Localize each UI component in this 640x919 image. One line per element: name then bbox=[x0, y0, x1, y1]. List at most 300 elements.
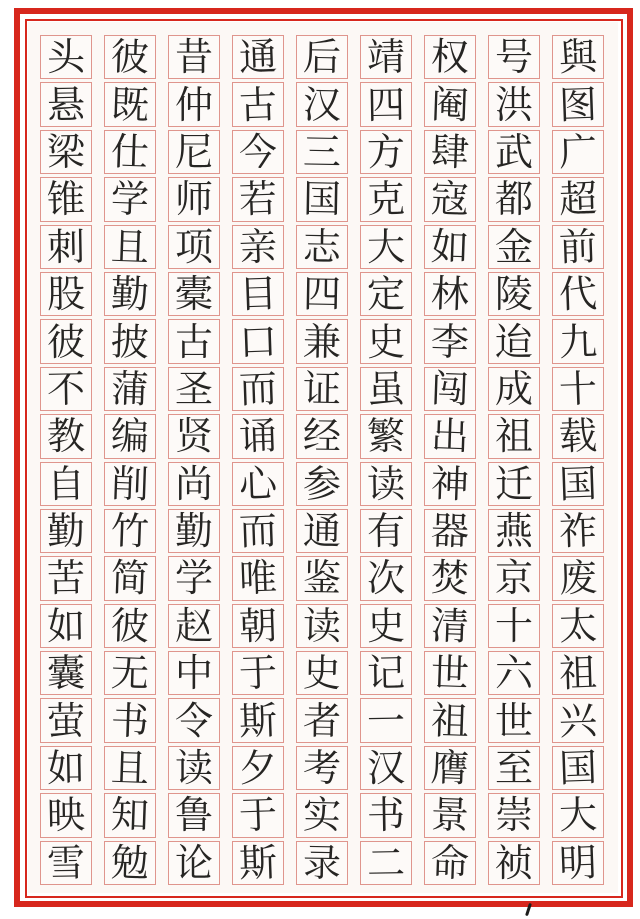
grid-cell bbox=[232, 414, 284, 458]
handwritten-character: 祯 bbox=[495, 840, 534, 885]
handwritten-character: 国 bbox=[558, 461, 598, 507]
handwritten-character: 于 bbox=[238, 792, 278, 839]
grid-cell bbox=[488, 414, 540, 458]
handwritten-character: 十 bbox=[558, 366, 598, 412]
handwritten-character: 而 bbox=[238, 508, 278, 554]
grid-cell bbox=[552, 556, 604, 600]
handwritten-character: 都 bbox=[495, 177, 534, 222]
handwritten-character: 知 bbox=[110, 792, 150, 839]
handwritten-character: 林 bbox=[430, 271, 470, 317]
grid-cell bbox=[424, 414, 476, 458]
handwritten-character: 通 bbox=[302, 508, 342, 554]
handwritten-character: 李 bbox=[430, 318, 470, 365]
handwritten-character: 代 bbox=[558, 271, 598, 317]
handwritten-character: 京 bbox=[495, 556, 534, 601]
grid-cell bbox=[296, 225, 348, 269]
handwritten-character: 景 bbox=[430, 792, 470, 839]
handwritten-character: 洪 bbox=[495, 82, 534, 127]
handwritten-character: 简 bbox=[110, 555, 150, 602]
handwritten-character: 肆 bbox=[430, 129, 470, 175]
handwritten-character: 于 bbox=[238, 650, 278, 696]
grid-cell bbox=[104, 651, 156, 695]
grid-cell bbox=[424, 82, 476, 126]
handwritten-character: 勤 bbox=[46, 508, 86, 554]
handwritten-character: 迁 bbox=[495, 461, 534, 506]
grid-cell bbox=[232, 651, 284, 695]
handwritten-character: 既 bbox=[110, 81, 150, 128]
grid-cell bbox=[360, 414, 412, 458]
grid-cell bbox=[360, 272, 412, 316]
grid-cell bbox=[360, 604, 412, 648]
handwritten-character: 寇 bbox=[430, 176, 470, 222]
grid-cell bbox=[488, 651, 540, 695]
handwritten-character: 考 bbox=[302, 745, 342, 791]
grid-cell bbox=[40, 272, 92, 316]
grid-cell bbox=[424, 367, 476, 411]
handwritten-character: 仲 bbox=[175, 82, 214, 127]
grid-cell bbox=[296, 319, 348, 363]
handwritten-character: 有 bbox=[366, 508, 406, 554]
grid-cell bbox=[296, 841, 348, 885]
handwritten-character: 如 bbox=[430, 224, 470, 270]
handwritten-character: 方 bbox=[366, 129, 406, 175]
grid-cell bbox=[424, 272, 476, 316]
handwritten-character: 古 bbox=[175, 319, 214, 364]
grid-cell bbox=[168, 556, 220, 600]
handwritten-character: 志 bbox=[302, 224, 342, 270]
grid-cell bbox=[168, 35, 220, 79]
grid-cell bbox=[360, 841, 412, 885]
grid-cell bbox=[488, 509, 540, 553]
handwritten-character: 繁 bbox=[366, 413, 406, 459]
handwritten-character: 夕 bbox=[238, 745, 278, 791]
grid-cell bbox=[104, 793, 156, 837]
grid-cell bbox=[424, 130, 476, 174]
grid-cell bbox=[424, 651, 476, 695]
grid-cell bbox=[488, 225, 540, 269]
handwritten-character: 书 bbox=[366, 793, 406, 838]
grid-cell bbox=[168, 746, 220, 790]
handwritten-character: 学 bbox=[110, 176, 150, 222]
handwritten-character: 贤 bbox=[175, 414, 214, 459]
grid-cell bbox=[552, 793, 604, 837]
handwritten-character: 国 bbox=[302, 177, 342, 222]
grid-cell bbox=[232, 841, 284, 885]
handwritten-character: 祖 bbox=[558, 650, 598, 696]
handwritten-character: 后 bbox=[302, 34, 342, 80]
handwritten-character: 祖 bbox=[430, 697, 470, 744]
handwritten-character: 囊 bbox=[46, 650, 86, 696]
grid-cell bbox=[424, 319, 476, 363]
handwritten-character: 悬 bbox=[46, 82, 86, 127]
grid-cell bbox=[104, 130, 156, 174]
handwritten-character: 成 bbox=[495, 366, 534, 411]
handwritten-character: 四 bbox=[302, 271, 342, 317]
grid-cell bbox=[168, 367, 220, 411]
grid-cell bbox=[40, 319, 92, 363]
handwritten-character: 编 bbox=[110, 413, 150, 459]
handwritten-character: 苦 bbox=[46, 556, 86, 601]
grid-cell bbox=[488, 272, 540, 316]
grid-cell bbox=[360, 177, 412, 221]
grid-cell bbox=[232, 130, 284, 174]
grid-cell bbox=[104, 177, 156, 221]
grid-cell bbox=[488, 746, 540, 790]
handwritten-character: 橐 bbox=[175, 272, 214, 317]
grid-cell bbox=[424, 746, 476, 790]
handwritten-character: 六 bbox=[495, 651, 534, 696]
grid-cell bbox=[424, 556, 476, 600]
grid-cell bbox=[232, 556, 284, 600]
handwritten-character: 师 bbox=[175, 177, 214, 222]
handwritten-character: 令 bbox=[175, 698, 214, 743]
handwritten-character: 载 bbox=[558, 413, 598, 459]
grid-cell bbox=[104, 509, 156, 553]
handwritten-character: 定 bbox=[366, 271, 406, 317]
handwritten-character: 金 bbox=[495, 224, 534, 269]
handwritten-character: 图 bbox=[558, 81, 598, 128]
handwritten-character: 赵 bbox=[175, 603, 214, 648]
grid-cell bbox=[552, 698, 604, 742]
handwritten-character: 今 bbox=[238, 129, 278, 175]
grid-cell bbox=[104, 556, 156, 600]
handwritten-character: 勉 bbox=[110, 840, 150, 886]
grid-cell bbox=[296, 651, 348, 695]
grid-cell bbox=[296, 746, 348, 790]
grid-cell bbox=[296, 272, 348, 316]
handwritten-character: 诵 bbox=[238, 413, 278, 459]
grid-cell bbox=[168, 841, 220, 885]
handwritten-character: 蒲 bbox=[110, 366, 150, 412]
grid-cell bbox=[360, 698, 412, 742]
handwritten-character: 祚 bbox=[558, 508, 598, 554]
handwritten-character: 一 bbox=[366, 698, 406, 743]
handwritten-character: 古 bbox=[238, 81, 278, 128]
handwritten-character: 至 bbox=[495, 746, 534, 791]
grid-cell bbox=[40, 841, 92, 885]
grid-cell bbox=[296, 82, 348, 126]
handwritten-character: 明 bbox=[558, 840, 598, 886]
grid-cell bbox=[296, 414, 348, 458]
grid-cell bbox=[360, 746, 412, 790]
handwritten-character: 削 bbox=[110, 461, 150, 507]
handwritten-character: 焚 bbox=[430, 555, 470, 602]
grid-cell bbox=[40, 604, 92, 648]
handwritten-character: 号 bbox=[495, 35, 534, 80]
grid-cell bbox=[360, 509, 412, 553]
grid-cell bbox=[488, 367, 540, 411]
grid-cell bbox=[232, 462, 284, 506]
handwritten-character: 实 bbox=[302, 793, 342, 838]
handwritten-character: 者 bbox=[302, 698, 342, 743]
grid-cell bbox=[296, 35, 348, 79]
grid-cell bbox=[40, 746, 92, 790]
grid-cell bbox=[232, 319, 284, 363]
handwritten-character: 头 bbox=[46, 34, 86, 80]
handwritten-character: 刺 bbox=[46, 224, 86, 270]
grid-cell bbox=[40, 462, 92, 506]
grid-cell bbox=[40, 414, 92, 458]
handwritten-character: 彼 bbox=[110, 34, 150, 80]
grid-cell bbox=[104, 841, 156, 885]
handwritten-character: 尚 bbox=[175, 461, 214, 506]
handwritten-character: 陵 bbox=[495, 272, 534, 317]
grid-cell bbox=[488, 841, 540, 885]
handwritten-character: 克 bbox=[366, 177, 406, 222]
handwritten-character: 膺 bbox=[430, 745, 470, 791]
handwritten-character: 大 bbox=[366, 224, 406, 270]
handwritten-character: 世 bbox=[495, 698, 534, 743]
handwritten-character: 斯 bbox=[238, 697, 278, 744]
grid-cell bbox=[360, 367, 412, 411]
grid-cell bbox=[360, 82, 412, 126]
handwritten-character: 九 bbox=[558, 318, 598, 365]
handwritten-character: 心 bbox=[238, 461, 278, 507]
handwritten-character: 梁 bbox=[46, 129, 86, 175]
handwritten-character: 废 bbox=[558, 555, 598, 602]
handwritten-character: 且 bbox=[110, 745, 150, 791]
handwritten-character: 映 bbox=[46, 793, 86, 838]
handwritten-character: 鲁 bbox=[175, 793, 214, 838]
handwritten-character: 中 bbox=[175, 651, 214, 696]
grid-cell bbox=[552, 82, 604, 126]
grid-cell bbox=[296, 462, 348, 506]
handwritten-character: 十 bbox=[495, 603, 534, 648]
grid-cell bbox=[552, 746, 604, 790]
handwritten-character: 口 bbox=[238, 318, 278, 365]
grid-cell bbox=[296, 793, 348, 837]
grid-cell bbox=[232, 225, 284, 269]
grid-cell bbox=[104, 225, 156, 269]
grid-cell bbox=[552, 414, 604, 458]
handwritten-character: 自 bbox=[46, 461, 86, 507]
grid-cell bbox=[488, 462, 540, 506]
handwritten-character: 国 bbox=[558, 745, 598, 791]
handwritten-character: 鉴 bbox=[302, 556, 342, 601]
handwritten-character: 神 bbox=[430, 461, 470, 507]
grid-cell bbox=[360, 130, 412, 174]
handwritten-character: 與 bbox=[558, 34, 598, 80]
grid-cell bbox=[424, 841, 476, 885]
handwritten-character: 经 bbox=[302, 413, 342, 459]
grid-cell bbox=[360, 556, 412, 600]
grid-cell bbox=[552, 651, 604, 695]
grid-cell bbox=[232, 746, 284, 790]
grid-cell bbox=[488, 130, 540, 174]
grid-cell bbox=[40, 698, 92, 742]
handwritten-character: 教 bbox=[46, 413, 86, 459]
handwritten-character: 勤 bbox=[110, 271, 150, 317]
handwritten-character: 昔 bbox=[175, 35, 214, 80]
handwritten-character: 证 bbox=[302, 366, 342, 412]
handwritten-character: 项 bbox=[175, 224, 214, 269]
grid-cell bbox=[296, 130, 348, 174]
grid-cell bbox=[104, 82, 156, 126]
grid-cell bbox=[296, 367, 348, 411]
handwritten-character: 闯 bbox=[430, 366, 470, 412]
handwritten-character: 竹 bbox=[110, 508, 150, 554]
handwritten-character: 录 bbox=[302, 840, 342, 886]
handwritten-character: 史 bbox=[302, 650, 342, 696]
grid-cell bbox=[104, 746, 156, 790]
handwritten-character: 崇 bbox=[495, 793, 534, 838]
grid-cell bbox=[40, 367, 92, 411]
grid-cell bbox=[424, 509, 476, 553]
handwritten-character: 萤 bbox=[46, 698, 86, 743]
grid-cell bbox=[552, 177, 604, 221]
grid-cell bbox=[104, 604, 156, 648]
handwritten-character: 大 bbox=[558, 792, 598, 839]
grid-cell bbox=[168, 414, 220, 458]
grid-cell bbox=[104, 272, 156, 316]
handwritten-character: 武 bbox=[495, 129, 534, 174]
grid-cell bbox=[296, 556, 348, 600]
handwritten-character: 虽 bbox=[366, 366, 406, 412]
grid-cell bbox=[168, 509, 220, 553]
handwritten-character: 记 bbox=[366, 650, 406, 696]
handwritten-character: 权 bbox=[430, 34, 470, 80]
handwritten-character: 汉 bbox=[366, 745, 406, 791]
grid-cell bbox=[488, 793, 540, 837]
handwritten-character: 锥 bbox=[46, 177, 86, 222]
grid-cell bbox=[552, 319, 604, 363]
handwritten-character: 目 bbox=[238, 271, 278, 317]
grid-cell bbox=[488, 604, 540, 648]
grid-cell bbox=[296, 698, 348, 742]
grid-cell bbox=[168, 651, 220, 695]
grid-cell bbox=[168, 272, 220, 316]
grid-cell bbox=[40, 130, 92, 174]
handwritten-character: 世 bbox=[430, 650, 470, 696]
handwritten-character: 靖 bbox=[366, 34, 406, 80]
grid-cell bbox=[40, 35, 92, 79]
handwritten-character: 如 bbox=[46, 745, 86, 791]
handwritten-character: 学 bbox=[175, 556, 214, 601]
handwritten-character: 雪 bbox=[46, 840, 86, 886]
grid-cell bbox=[552, 225, 604, 269]
handwritten-character: 阉 bbox=[430, 81, 470, 128]
handwritten-character: 广 bbox=[558, 129, 598, 175]
grid-cell bbox=[488, 556, 540, 600]
handwritten-character: 无 bbox=[110, 650, 150, 696]
grid-cell bbox=[552, 130, 604, 174]
handwritten-character: 迨 bbox=[495, 319, 534, 364]
grid-cell bbox=[360, 793, 412, 837]
grid-cell bbox=[424, 793, 476, 837]
grid-cell bbox=[104, 367, 156, 411]
character-grid bbox=[40, 35, 604, 885]
grid-cell bbox=[168, 82, 220, 126]
grid-cell bbox=[552, 604, 604, 648]
grid-cell bbox=[168, 698, 220, 742]
handwritten-character: 命 bbox=[430, 840, 470, 886]
grid-cell bbox=[232, 698, 284, 742]
grid-cell bbox=[168, 130, 220, 174]
grid-cell bbox=[40, 177, 92, 221]
grid-cell bbox=[104, 698, 156, 742]
grid-cell bbox=[40, 225, 92, 269]
grid-cell bbox=[232, 367, 284, 411]
handwritten-character: 兼 bbox=[302, 319, 342, 364]
handwritten-character: 书 bbox=[110, 697, 150, 744]
handwritten-character: 前 bbox=[558, 224, 598, 270]
grid-cell bbox=[104, 35, 156, 79]
grid-cell bbox=[360, 319, 412, 363]
grid-cell bbox=[488, 177, 540, 221]
grid-cell bbox=[424, 35, 476, 79]
grid-cell bbox=[424, 604, 476, 648]
handwritten-character: 彼 bbox=[46, 319, 86, 364]
handwritten-character: 史 bbox=[366, 319, 406, 364]
grid-cell bbox=[296, 604, 348, 648]
grid-cell bbox=[168, 793, 220, 837]
grid-cell bbox=[552, 841, 604, 885]
handwritten-character: 读 bbox=[302, 603, 342, 649]
handwritten-character: 且 bbox=[110, 224, 150, 270]
grid-cell bbox=[104, 319, 156, 363]
grid-cell bbox=[552, 272, 604, 316]
handwritten-character: 尼 bbox=[175, 129, 214, 174]
grid-cell bbox=[40, 82, 92, 126]
handwritten-character: 汉 bbox=[302, 82, 342, 127]
grid-cell bbox=[296, 177, 348, 221]
handwritten-character: 如 bbox=[46, 603, 86, 649]
grid-cell bbox=[168, 319, 220, 363]
grid-cell bbox=[488, 319, 540, 363]
handwritten-character: 彼 bbox=[110, 603, 150, 649]
handwritten-character: 二 bbox=[366, 840, 406, 886]
grid-cell bbox=[424, 177, 476, 221]
handwritten-character: 披 bbox=[110, 318, 150, 365]
handwritten-character: 论 bbox=[175, 840, 214, 885]
handwritten-character: 燕 bbox=[495, 509, 534, 554]
grid-cell bbox=[360, 651, 412, 695]
grid-cell bbox=[104, 462, 156, 506]
handwritten-character: 股 bbox=[46, 271, 86, 317]
handwritten-character: 史 bbox=[366, 603, 406, 649]
handwritten-character: 仕 bbox=[110, 129, 150, 175]
handwritten-character: 朝 bbox=[238, 603, 278, 649]
handwritten-character: 读 bbox=[175, 746, 214, 791]
handwritten-character: 清 bbox=[430, 603, 470, 649]
handwritten-character: 三 bbox=[302, 129, 342, 175]
handwritten-character: 勤 bbox=[175, 509, 214, 554]
grid-cell bbox=[232, 177, 284, 221]
grid-cell bbox=[552, 35, 604, 79]
grid-cell bbox=[424, 698, 476, 742]
grid-cell bbox=[488, 35, 540, 79]
handwritten-character: 亲 bbox=[238, 224, 278, 270]
grid-cell bbox=[552, 509, 604, 553]
handwritten-character: 圣 bbox=[175, 366, 214, 411]
grid-cell bbox=[232, 509, 284, 553]
grid-cell bbox=[360, 35, 412, 79]
handwritten-character: 出 bbox=[430, 413, 470, 459]
grid-cell bbox=[424, 462, 476, 506]
handwritten-character: 不 bbox=[46, 366, 86, 412]
grid-cell bbox=[552, 367, 604, 411]
grid-cell bbox=[40, 793, 92, 837]
grid-cell bbox=[232, 272, 284, 316]
grid-cell bbox=[296, 509, 348, 553]
handwritten-character: 斯 bbox=[238, 840, 278, 886]
grid-cell bbox=[488, 698, 540, 742]
grid-cell bbox=[360, 225, 412, 269]
handwritten-character: 若 bbox=[238, 176, 278, 222]
grid-cell bbox=[168, 177, 220, 221]
handwritten-character: 唯 bbox=[238, 555, 278, 602]
grid-cell bbox=[232, 604, 284, 648]
